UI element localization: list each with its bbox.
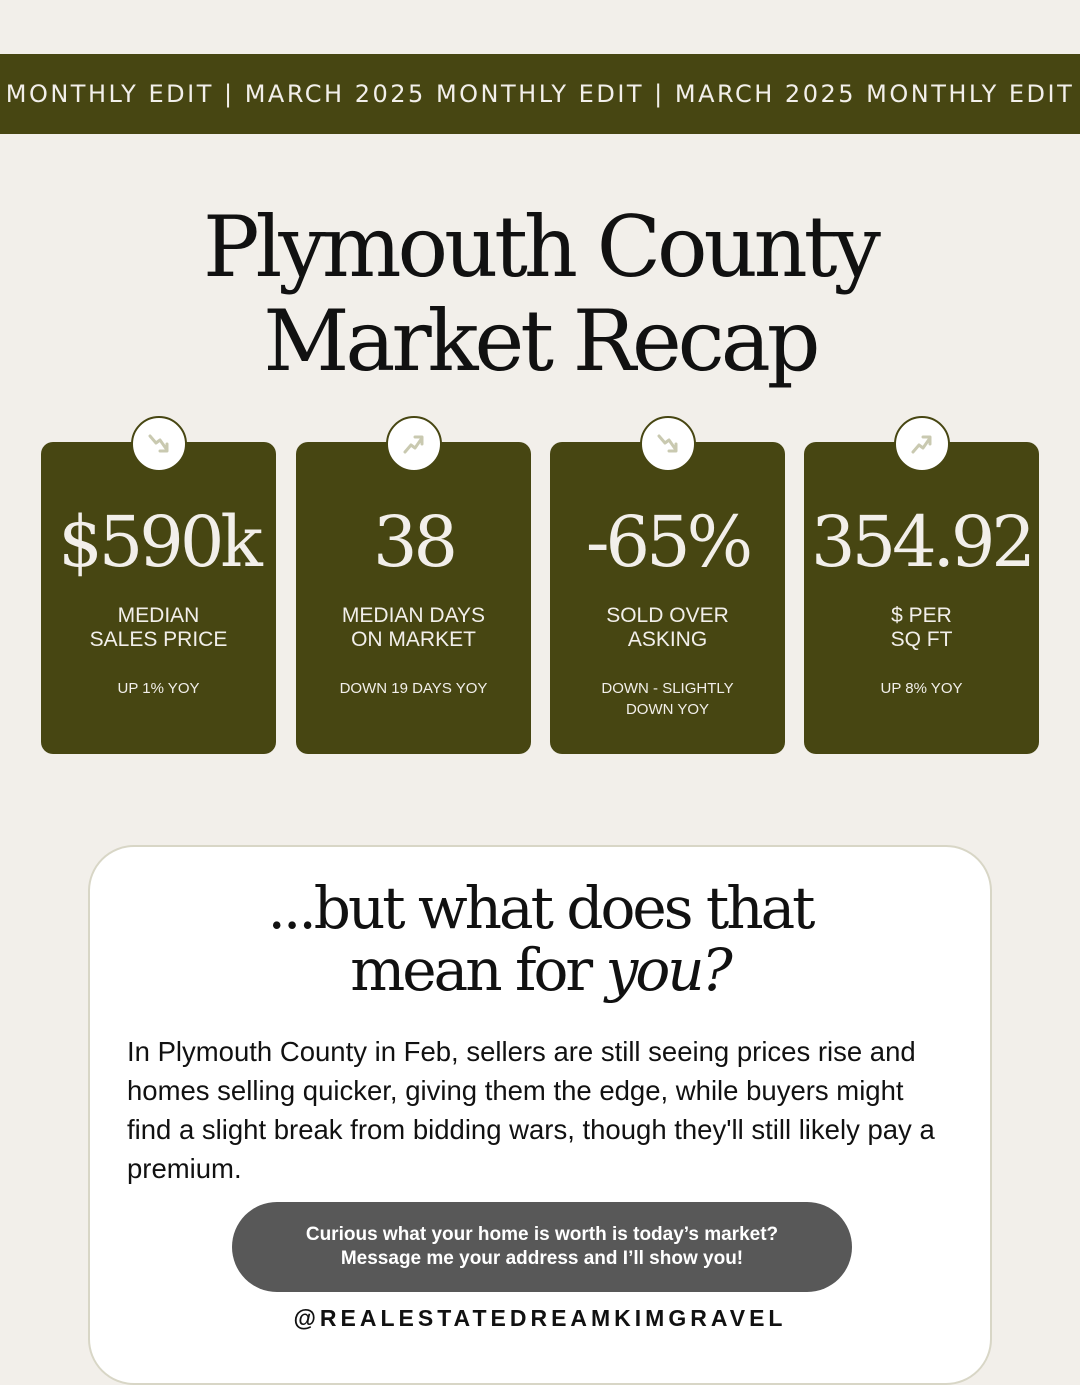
stat-change: UP 1% YOY <box>117 680 200 697</box>
headline-line-1: ...but what does that <box>267 874 813 942</box>
trend-down-icon <box>640 416 696 472</box>
stat-value: $590k <box>58 501 259 583</box>
panel-headline <box>90 874 990 1004</box>
explanation-panel <box>88 845 992 1385</box>
stat-label-line-1: MEDIAN <box>117 604 200 627</box>
stat-value: -65% <box>585 501 750 583</box>
stat-label-line-2: ON MARKET <box>351 628 476 651</box>
stat-label <box>41 604 276 652</box>
trend-down-icon <box>131 416 187 472</box>
headline-line-2 <box>90 936 990 1004</box>
headline-line-2-text: mean for <box>350 936 606 1004</box>
title-line-1: Plymouth County <box>203 198 877 296</box>
stat-card-sold-over-asking <box>550 442 785 754</box>
headline-emphasis: you? <box>605 936 730 1004</box>
stat-card-median-sales-price <box>41 442 276 754</box>
stat-label-line-2: SQ FT <box>890 628 953 651</box>
stat-change: UP 8% YOY <box>880 680 963 697</box>
stat-value: 354.92 <box>811 501 1032 583</box>
banner-text: MONTHLY EDIT | MARCH 2025 MONTHLY EDIT | MARCH 2025 MONTHLY EDIT <box>5 80 1075 108</box>
stat-value: 38 <box>372 501 455 583</box>
top-banner <box>0 54 1080 134</box>
trend-up-icon <box>894 416 950 472</box>
stat-change: DOWN 19 DAYS YOY <box>339 680 488 697</box>
cta-line-2: Message me your address and I’ll show you! <box>340 1248 744 1269</box>
stat-label <box>550 604 785 652</box>
cta-line-1: Curious what your home is worth is today’s market? <box>305 1224 779 1245</box>
cta-button[interactable] <box>232 1202 852 1292</box>
stat-card-median-days-on-market <box>296 442 531 754</box>
stat-label-line-1: SOLD OVER <box>606 604 729 627</box>
trend-up-icon <box>386 416 442 472</box>
panel-body-text: In Plymouth County in Feb, sellers are still seeing prices rise and homes selling quicker, giving them the edge, while buyers might find a slight break from bidding wars, though they'll still likely pay a premium. <box>127 1036 935 1184</box>
stat-change: DOWN - SLIGHTLY DOWN YOY <box>601 680 734 718</box>
stat-label-line-2: SALES PRICE <box>89 628 228 651</box>
page-title <box>0 200 1080 388</box>
stat-label-line-2: ASKING <box>627 628 708 651</box>
stat-label-line-1: $ PER <box>891 604 952 627</box>
stat-label-line-1: MEDIAN DAYS <box>341 604 486 627</box>
title-line-2: Market Recap <box>263 292 817 390</box>
stat-card-price-per-sq-ft <box>804 442 1039 754</box>
stat-label <box>296 604 531 652</box>
stat-label <box>804 604 1039 652</box>
social-handle[interactable]: @REALESTATEDREAMKIMGRAVEL <box>293 1305 787 1331</box>
